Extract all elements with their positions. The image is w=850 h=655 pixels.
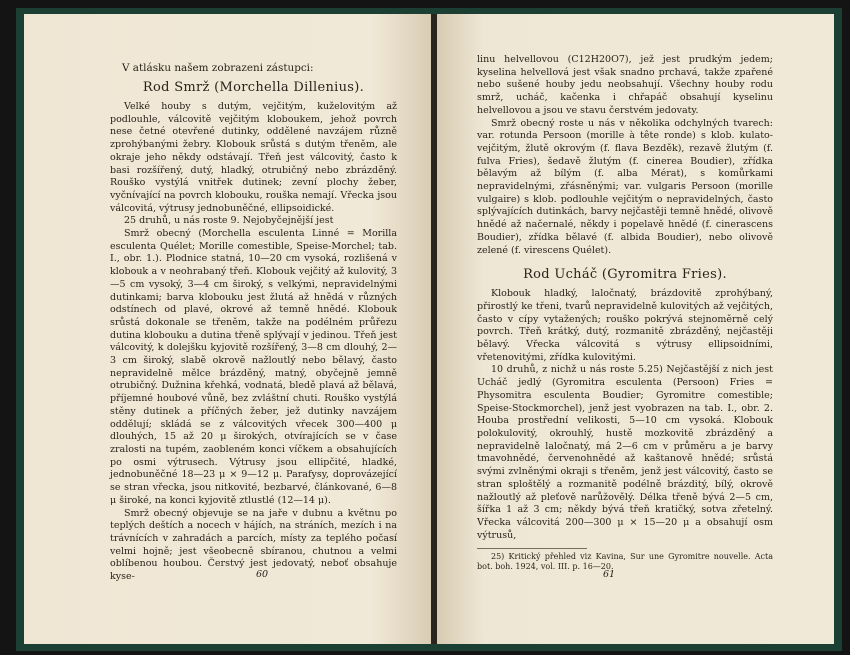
open-book xyxy=(16,8,842,651)
right-page xyxy=(437,14,834,644)
intro-line: V atlásku našem zobrazeni zástupci: xyxy=(122,62,314,74)
paragraph: Smrž obecný roste u nás v několika odchylných tvarech: var. rotunda Persoon (morille à tête ronde) s klob. kulato-vejčitým, žlutě okrovým (f. flava Bezděk), rezavě žlutým (f. fulva Fries), šedavě žlutým (f. cinerea Boudier), zřídka bělavým až bílým (f. alba Mérat), s komůrkami nepravidelnými, zřásněnými; var. vulgaris Persoon (morille vulgaire) s klob. podlouhle vejčitým o nepravidelných, často splývajících dutinkách, barvy nejčastěji temně hnědé, olivově hnědé až načernalé, někdy i popelavě hnědé (f. cinerascens Boudier), zřídka bělavé (f. albida Boudier), nebo olivově zelené (f. virescens Quélet). xyxy=(477,117,773,256)
left-text-column xyxy=(110,62,397,584)
page-number: 61 xyxy=(603,569,616,580)
page-number: 60 xyxy=(256,569,269,580)
genus-heading-morchella: Rod Smrž (Morchella Dillenius). xyxy=(142,80,365,95)
paragraph: Klobouk hladký, laločnatý, brázdovitě zprohýbaný, přirostlý ke třeni, tvarů nepravidelně kulovitých až vejčitých, často v cípy vytažených; rouško pokrývá stejnoměrně celý povrch. Třeň krátký, dutý, rozmanitě zbrázděný, nejčastěji bělavý. Vřecka válcovitá s výtrusy ellipsoidními, vřetenovitými, zřídka kulovitými. xyxy=(477,288,773,363)
right-text-column xyxy=(477,54,773,572)
paragraph: linu helvellovou (C12H20O7), jež jest prudkým jedem; kyselina helvellová jest však snadno prchavá, takže zpařené nebo sušené houby jedu neobsahují. Všechny houby rodu smrž, ucháč, kačenka i chřapáč obsahují kyselinu helvellovou a jsou ve stavu čerstvém jedovaty. xyxy=(477,54,773,116)
left-page xyxy=(24,14,431,644)
paragraph: Velké houby s dutým, vejčitým, kuželovitým až podlouhle, válcovitě vejčitým kloboukem, jehož povrch nese četné otevřené dutinky, oddělené navzájem různě zprohýbanými žebry. Klobouk srůstá s dutým třeněm, ale okraje jeho někdy odstávají. Třeň jest válcovitý, často k basi rozšířený, dutý, hladký, otrubičný nebo zbrázděný. Rouško vystýlá vnitřek dutinek; zevní plochy žeber, vyčnívající na povrch klobouku, rouška nemají. Vřecka jsou válcovitá, výtrusy jednobuněčné, ellipsoidické. xyxy=(110,101,397,214)
paragraph: 10 druhů, z nichž u nás roste 5.25) Nejčastější z nich jest Ucháč jedlý (Gyromitra esculenta (Persoon) Fries = Physomitra esculenta Boudier; Gyromitre comestible; Speise-Stockmorchel), jenž jest vyobrazen na tab. I., obr. 2. Houba prostřední velikosti, 5—10 cm vysoká. Klobouk polokulovitý, okrouhlý, hustě mozkovitě zbrázděný a nepravidelně laločnatý, má 2—6 cm v průměru a je barvy tmavohnědé, červenohnědé až kaštanově hnědé; srůstá svými zvlněnými okraji s třeněm, jenž jest válcovitý, často se stran sploštělý a rozmanitě podélně brázditý, bílý, okrově nažloutlý až pleťově narůžovělý. Délka třeně bývá 2—5 cm, šířka 1 až 3 cm; někdy bývá třeň kratičký, sotva zřetelný. Vřecka válcovitá 200—300 μ × 15—20 μ a obsahují osm výtrusů, xyxy=(477,364,773,541)
paragraph: Smrž obecný objevuje se na jaře v dubnu a květnu po teplých deštích a nocech v hájích, na stráních, mezích i na trávnících v zahradách a parcích, místy za teplého počasí velmi hojně; jest všeobecně sbíranou, chutnou a velmi oblíbenou houbou. Čerstvý jest jedovatý, neboť obsahuje kyse- xyxy=(110,507,397,583)
genus-heading-gyromitra: Rod Ucháč (Gyromitra Fries). xyxy=(523,267,727,283)
paragraph: 25 druhů, u nás roste 9. Nejobyčejnější jest xyxy=(124,215,334,227)
footnote-divider xyxy=(477,548,587,549)
footnote: 25) Kritický přehled viz Kavina, Sur une Gyromitre nouvelle. Acta bot. boh. 1924, vol. III. p. 16—20. xyxy=(477,552,773,572)
paragraph: Smrž obecný (Morchella esculenta Linné = Morilla esculenta Quélet; Morille comestible, Speise-Morchel; tab. I., obr. 1.). Plodnice statná, 10—20 cm vysoká, rozlišená v klobouk a v neohrabaný třeň. Klobouk vejčitý až kulovitý, 3—5 cm vysoký, 3—4 cm široký, s velkými, nepravidelnými dutinkami; barva klobouku jest žlutá až hnědá v různých odstínech od plavé, okrové až temně hnědé. Klobouk srůstá dokonale se třeněm, takže na podélném průřezu dutina klobouku a dutina třeně splývají v jedinou. Třeň jest válcovitý, k dolejšku kyjovitě rozšířený, 3—8 cm dlouhý, 2—3 cm široký, slabě okrově nažloutlý nebo bělavý, často nepravidelně mělce brázděný, matný, obyčejně jemně otrubičný. Dužnina křehká, vodnatá, bledě plavá až bělavá, příjemné houbové vůně, bez zvláštní chuti. Rouško vystýlá stěny dutinek a příčných žeber, jež dutinky navzájem oddělují; skládá se z válcovitých vřecek 300—400 μ dlouhých, 15 až 20 μ širokých, otvírajících se v čase zralosti na tupém, zaobleném konci víčkem a obsahujících po osmi výtrusech. Výtrusy jsou ellipčité, hladké, jednobuněčné 18—23 μ × 9—12 μ. Parafysy, doprovázející se stran vřecka, jsou nitkovité, bezbarvé, článkované, 6—8 μ široké, na konci kyjovitě ztlustlé (12—14 μ). xyxy=(110,228,397,506)
